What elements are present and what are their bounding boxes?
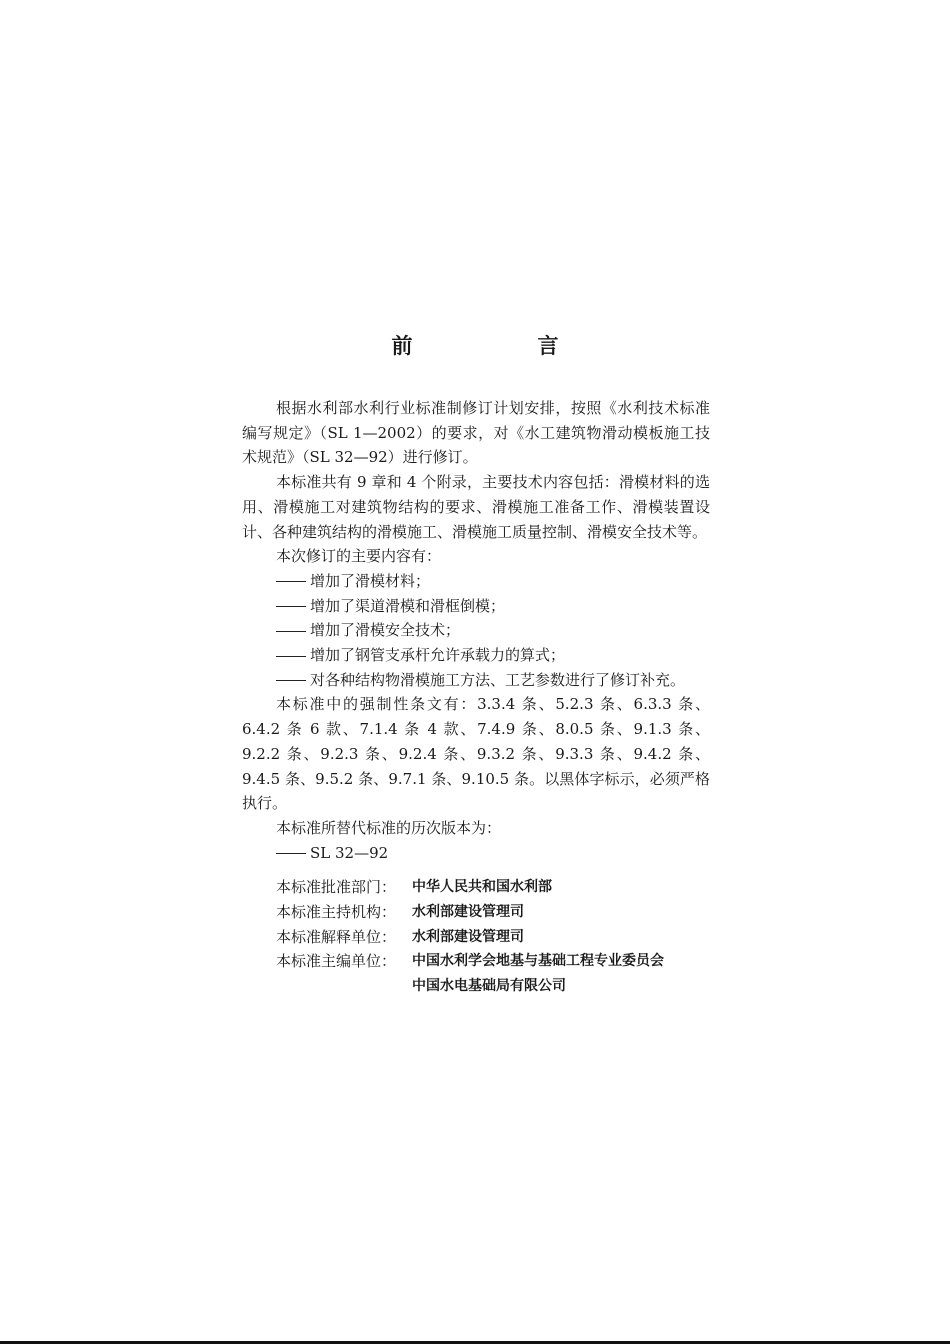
paragraph-background: 根据水利部水利行业标准制修订计划安排，按照《水利技术标准编写规定》（SL 1—2002）的要求，对《水工建筑物滑动模板施工技术规范》（SL 32—92）进行修订。 — [242, 399, 710, 467]
dash-marker — [276, 668, 310, 693]
host-row — [242, 900, 710, 925]
list-item: 对各种结构物滑模施工方法、工艺参数进行了修订补充。 — [242, 668, 710, 693]
interpreter-value: 水利部建设管理司 — [412, 928, 524, 945]
host-value: 水利部建设管理司 — [412, 904, 524, 921]
dash-marker — [276, 594, 310, 619]
page-title: 前 言 — [391, 334, 611, 358]
interpreter-label: 本标准解释单位： — [276, 927, 397, 946]
paragraph-replaced-versions: 本标准所替代标准的历次版本为： — [276, 818, 502, 837]
dash-marker — [276, 569, 310, 594]
editor-row — [242, 949, 710, 998]
paragraph-revision-intro: 本次修订的主要内容有： — [276, 547, 442, 566]
editor-value — [412, 949, 664, 998]
approver-row — [242, 875, 710, 900]
approver-label: 本标准批准部门： — [276, 878, 397, 897]
interpreter-row — [242, 925, 710, 950]
list-item: 增加了渠道滑模和滑框倒模； — [242, 594, 710, 619]
editor-label: 本标准主编单位： — [276, 952, 397, 971]
dash-marker — [276, 643, 310, 668]
document-body — [242, 396, 710, 999]
host-label: 本标准主持机构： — [276, 903, 397, 922]
paragraph-mandatory-clauses: 本标准中的强制性条文有：3.3.4 条、5.2.3 条、6.3.3 条、6.4.2 条 6 款、7.1.4 条 4 款、7.4.9 条、8.0.5 条、9.1.3 条、9.2.2 条、9.2.3 条、9.2.4 条、9.3.2 条、9.3.3 条、9.4.2 条、9.4.5 条、9.5.2 条、9.7.1 条、9.10.5 条。以黑体字标示，必须严格执行。 — [242, 695, 710, 813]
editor-value-2: 中国水电基础局有限公司 — [412, 978, 566, 995]
list-item: 增加了钢管支承杆允许承载力的算式； — [242, 643, 710, 668]
editor-value-1: 中国水利学会地基与基础工程专业委员会 — [412, 953, 664, 970]
list-item: 增加了滑模材料； — [242, 569, 710, 594]
list-item-replaced-version: SL 32—92 — [242, 841, 710, 866]
dash-marker — [276, 618, 310, 643]
dash-marker — [276, 841, 310, 866]
list-item: 增加了滑模安全技术； — [242, 618, 710, 643]
paragraph-contents: 本标准共有 9 章和 4 个附录，主要技术内容包括：滑模材料的选用、滑模施工对建筑物结构的要求、滑模施工准备工作、滑模装置设计、各种建筑结构的滑模施工、滑模施工质量控制、滑模安全技术等。 — [242, 473, 710, 541]
approver-value: 中华人民共和国水利部 — [412, 879, 552, 896]
